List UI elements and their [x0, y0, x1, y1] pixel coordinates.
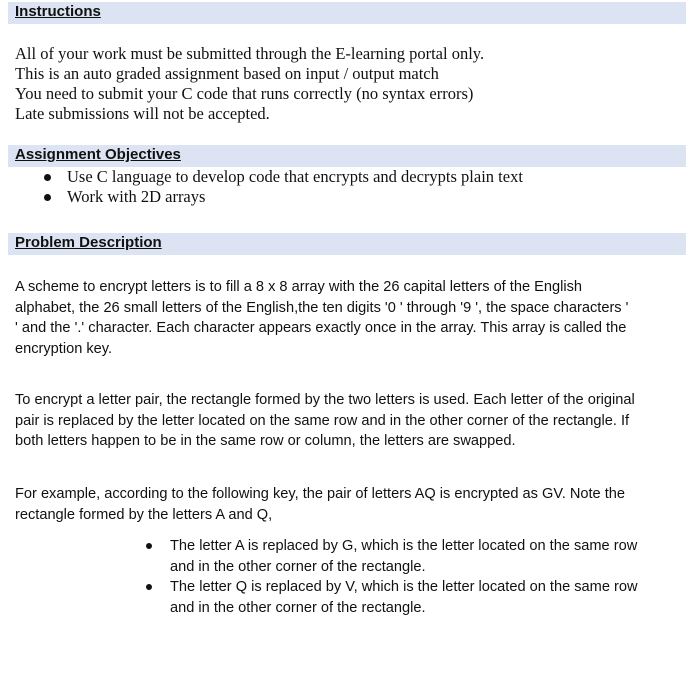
example-line: and in the other corner of the rectangle. — [170, 599, 426, 616]
paragraph-line: For example, according to the following key, the pair of letters AQ is encrypted as GV. Note the — [15, 486, 626, 502]
objective-item: Work with 2D arrays — [42, 187, 523, 207]
instruction-line: Late submissions will not be accepted. — [15, 104, 270, 123]
objective-item: Use C language to develop code that encrypts and decrypts plain text — [42, 167, 523, 187]
paragraph-line: To encrypt a letter pair, the rectangle formed by the two letters is used. Each letter of the original — [15, 392, 635, 408]
paragraph-line: ' and the '.' character. Each character appears exactly once in the array. This array is called the — [15, 320, 627, 336]
instruction-line: You need to submit your C code that runs correctly (no syntax errors) — [15, 84, 474, 103]
problem-paragraph-2 — [15, 390, 690, 452]
example-line: The letter A is replaced by G, which is the letter located on the same row — [170, 538, 638, 554]
paragraph-line: rectangle formed by the letters A and Q, — [15, 506, 273, 523]
paragraph-line: encryption key. — [15, 340, 113, 357]
problem-paragraph-1 — [15, 277, 690, 359]
objectives-heading: Assignment Objectives — [15, 146, 181, 163]
example-item — [145, 577, 638, 618]
example-list — [145, 536, 638, 618]
paragraph-line: alphabet, the 26 small letters of the English,the ten digits '0 ' through '9 ', the space characters ' — [15, 299, 629, 316]
instructions-text — [15, 44, 484, 124]
paragraph-line: A scheme to encrypt letters is to fill a 8 x 8 array with the 26 capital letters of the English — [15, 279, 582, 295]
instruction-line: All of your work must be submitted through the E-learning portal only. — [15, 44, 485, 63]
paragraph-line: pair is replaced by the letter located on the same row and in the other corner of the rectangle. If — [15, 412, 630, 429]
problem-paragraph-3 — [15, 484, 690, 525]
instructions-heading: Instructions — [15, 3, 101, 20]
paragraph-line: both letters happen to be in the same row or column, the letters are swapped. — [15, 433, 516, 449]
objectives-heading-bar — [8, 145, 686, 167]
example-line: The letter Q is replaced by V, which is the letter located on the same row — [170, 579, 638, 595]
problem-heading-bar — [8, 233, 686, 255]
example-line: and in the other corner of the rectangle. — [170, 558, 426, 575]
instruction-line: This is an auto graded assignment based on input / output match — [15, 64, 439, 83]
objectives-list — [42, 167, 523, 207]
example-item — [145, 536, 638, 577]
problem-heading: Problem Description — [15, 234, 162, 251]
instructions-heading-bar — [8, 2, 686, 24]
